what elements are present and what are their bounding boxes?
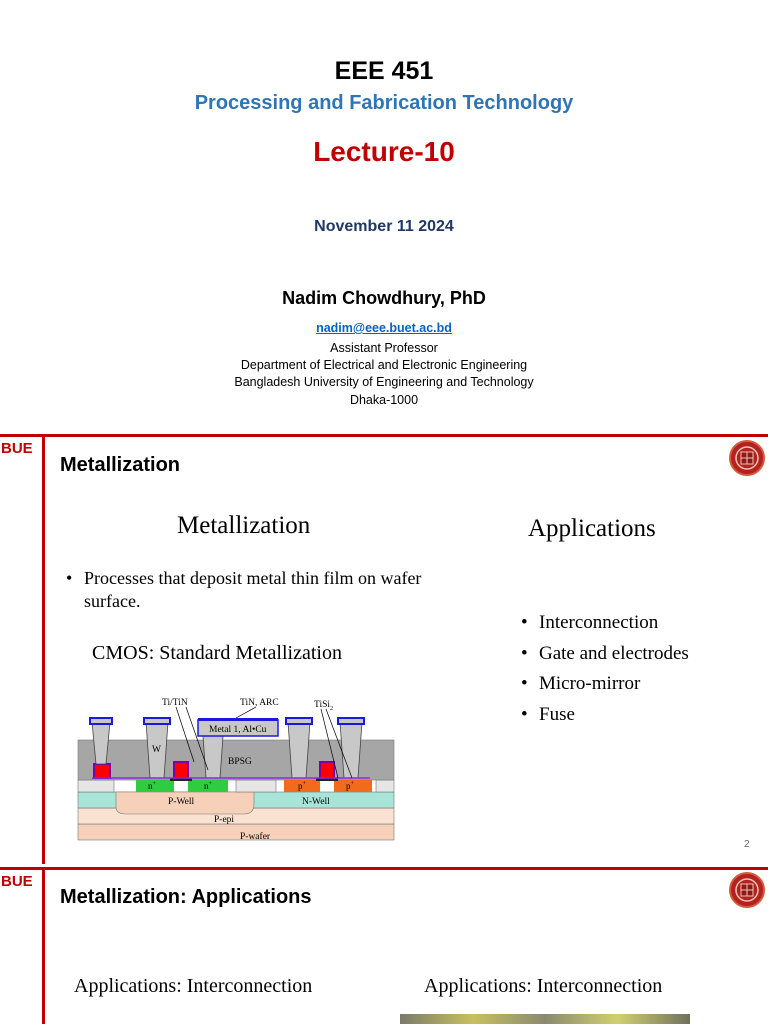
right-heading: Applications	[528, 515, 656, 542]
metallization-bullets	[66, 567, 426, 613]
right-heading: Applications: Interconnection	[424, 975, 663, 997]
author-position: Assistant Professor	[330, 341, 438, 355]
diagram-title: CMOS: Standard Metallization	[92, 642, 342, 664]
interconnect-photo	[400, 1014, 690, 1024]
bullet-item: • Processes that deposit metal thin film on wafer surface.	[66, 567, 426, 613]
application-item: • Gate and electrodes	[521, 639, 761, 670]
cmos-metallization-diagram	[76, 692, 396, 848]
label-n-well: N-Well	[302, 797, 330, 807]
label-ti-tin: Ti/TiN	[162, 698, 188, 708]
lecture-number: Lecture-10	[313, 136, 455, 167]
nmos-gate	[174, 762, 188, 778]
pmos-gate	[320, 762, 334, 778]
p-wafer-layer	[78, 824, 394, 840]
application-item: • Interconnection	[521, 608, 761, 639]
university-logo	[729, 872, 765, 908]
left-heading: Metallization	[177, 512, 311, 539]
university-logo	[729, 440, 765, 476]
author-university: Bangladesh University of Engineering and Technology	[234, 375, 534, 389]
label-p-well: P-Well	[168, 797, 195, 807]
label-n-plus-1: n+	[148, 781, 156, 791]
author-email-link[interactable]: nadim@eee.buet.ac.bd	[316, 321, 452, 335]
label-p-wafer: P-wafer	[240, 832, 271, 842]
label-p-epi: P-epi	[214, 815, 235, 825]
slide-title: Metallization	[60, 454, 181, 476]
author-city: Dhaka-1000	[349, 393, 419, 407]
course-subtitle: Processing and Fabrication Technology	[194, 92, 574, 114]
label-tisi2: TiSi$_2$	[314, 700, 334, 712]
page-number: 2	[744, 839, 750, 850]
slide-title: Metallization: Applications	[60, 886, 312, 908]
label-w: W	[152, 745, 161, 755]
corner-label: BUE	[1, 440, 33, 457]
slide-top-rule	[0, 867, 768, 870]
left-heading: Applications: Interconnection	[74, 975, 313, 997]
label-tin-arc: TiN, ARC	[240, 698, 279, 708]
label-metal-1: Metal 1, Al•Cu	[209, 725, 267, 735]
lecture-date: November 11 2024	[314, 218, 454, 235]
slide-left-rule	[42, 867, 45, 1024]
course-code: EEE 451	[334, 57, 434, 85]
corner-label: BUE	[1, 873, 33, 890]
author-name: Nadim Chowdhury, PhD	[282, 288, 486, 308]
label-n-plus-2: n+	[204, 781, 212, 791]
application-item: • Fuse	[521, 700, 761, 731]
application-item: • Micro-mirror	[521, 669, 761, 700]
author-department: Department of Electrical and Electronic Engineering	[240, 358, 528, 372]
label-p-plus-2: p+	[346, 781, 354, 791]
applications-list	[521, 608, 761, 730]
slide-top-rule	[0, 434, 768, 437]
label-p-plus-1: p+	[298, 781, 306, 791]
slide-left-rule	[42, 434, 45, 864]
label-bpsg: BPSG	[228, 757, 252, 767]
